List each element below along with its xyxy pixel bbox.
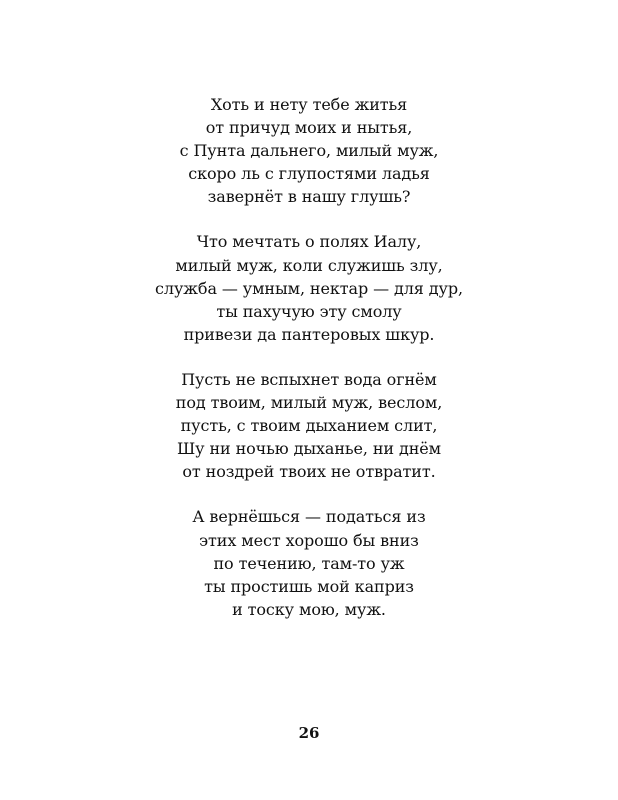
poem-line: ты пахучую эту смолу xyxy=(216,301,402,321)
poem-line: от причуд моих и нытья, xyxy=(205,118,413,138)
poem-line: А вернёшься — податься из xyxy=(192,507,426,527)
poem-line: ты простишь мой каприз xyxy=(204,576,414,596)
poem-line: пусть, с твоим дыханием слит, xyxy=(180,416,438,436)
poem-line: этих мест хорошо бы вниз xyxy=(199,530,419,550)
stanza-4 xyxy=(0,505,618,620)
poem-line: Что мечтать о полях Иалу, xyxy=(196,232,422,252)
poem-line: с Пунта дальнего, милый муж, xyxy=(179,141,439,161)
poem xyxy=(0,93,618,643)
stanza-3 xyxy=(0,368,618,483)
poem-line: и тоску мою, муж. xyxy=(232,599,386,619)
poem-line: Шу ни ночью дыханье, ни днём xyxy=(177,439,441,459)
poem-line: милый муж, коли служишь злу, xyxy=(175,255,443,275)
poem-line: Пусть не вспыхнет вода огнём xyxy=(181,369,437,389)
poem-line: Хоть и нету тебе житья xyxy=(210,95,408,114)
page-number: 26 xyxy=(298,724,320,742)
poem-line: служба — умным, нектар — для дур, xyxy=(155,278,463,298)
poem-line: под твоим, милый муж, веслом, xyxy=(175,393,443,413)
poem-line: по течению, там-то уж xyxy=(213,553,405,573)
poem-line: скоро ль с глупостями ладья xyxy=(188,164,430,184)
stanza-2 xyxy=(0,230,618,345)
poem-line: привези да пантеровых шкур. xyxy=(183,324,435,344)
poem-line: от ноздрей твоих не отвратит. xyxy=(182,462,436,482)
stanza-1 xyxy=(0,93,618,208)
poem-line: завернёт в нашу глушь? xyxy=(207,187,411,207)
